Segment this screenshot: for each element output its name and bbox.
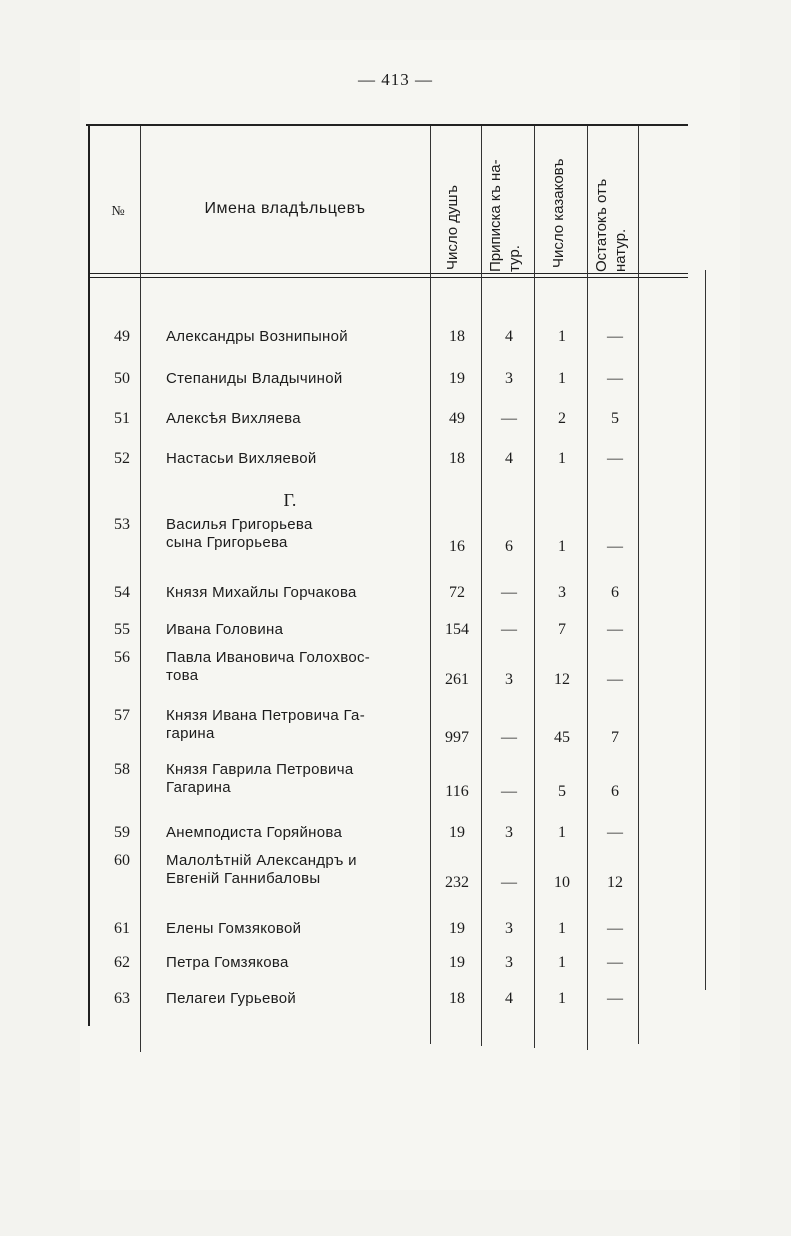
rest-count: — xyxy=(607,954,623,971)
cossacks-count: 1 xyxy=(558,370,566,387)
rest-count: 12 xyxy=(607,874,623,891)
cossacks-count: 45 xyxy=(554,729,570,746)
owner-name-line: сына Григорьева xyxy=(166,534,288,551)
assigned-count: — xyxy=(501,584,517,601)
assigned-count: 6 xyxy=(505,538,513,555)
owner-name xyxy=(166,584,428,602)
owner-name-line: Князя Ивана Петровича Га- xyxy=(166,707,365,724)
header-souls: Число душъ xyxy=(444,185,461,270)
page-number: — 413 — xyxy=(358,70,433,89)
owner-name xyxy=(166,410,428,428)
souls-count: 116 xyxy=(445,783,469,800)
assigned-count: 3 xyxy=(505,954,513,971)
souls-count: 261 xyxy=(445,671,469,688)
assigned-count: 3 xyxy=(505,824,513,841)
rest-count: — xyxy=(607,621,623,638)
rest-count: — xyxy=(607,824,623,841)
rest-count: 6 xyxy=(611,783,619,800)
owner-name-line: Малолѣтній Александръ и xyxy=(166,852,357,869)
souls-count: 154 xyxy=(445,621,469,638)
cossacks-count: 5 xyxy=(558,783,566,800)
row-number: 57 xyxy=(114,707,130,724)
owner-name-line: Петра Гомзякова xyxy=(166,954,289,971)
row-number: 54 xyxy=(114,584,130,601)
owner-name-line: Александры Вознипыной xyxy=(166,328,348,345)
row-number: 50 xyxy=(114,370,130,387)
row-number: 53 xyxy=(114,516,130,533)
assigned-count: 4 xyxy=(505,450,513,467)
souls-count: 19 xyxy=(449,824,465,841)
table-left-border xyxy=(88,126,90,1026)
owner-name-line: Анемподиста Горяйнова xyxy=(166,824,343,841)
owner-name-line: това xyxy=(166,667,199,684)
owner-name-line: Евгеній Ганнибаловы xyxy=(166,870,321,887)
souls-count: 19 xyxy=(449,954,465,971)
cossacks-count: 2 xyxy=(558,410,566,427)
assigned-count: — xyxy=(501,621,517,638)
souls-count: 16 xyxy=(449,538,465,555)
assigned-count: 4 xyxy=(505,990,513,1007)
rest-count: — xyxy=(607,920,623,937)
owner-name-line: Настасьи Вихляевой xyxy=(166,450,317,467)
header-cossacks: Число казаковъ xyxy=(550,158,567,268)
owner-name-line: Степаниды Владычиной xyxy=(166,370,343,387)
owner-name xyxy=(166,328,428,346)
header-names: Имена владѣльцевъ xyxy=(204,200,366,217)
assigned-count: — xyxy=(501,874,517,891)
assigned-count: 3 xyxy=(505,671,513,688)
row-number: 56 xyxy=(114,649,130,666)
owner-name-line: Павла Ивановича Голохвос- xyxy=(166,649,371,666)
owner-name-line: Пелагеи Гурьевой xyxy=(166,990,297,1007)
rest-count: — xyxy=(607,538,623,555)
header-bottom-rule-2 xyxy=(88,277,688,278)
table-top-rule xyxy=(86,124,688,126)
rest-count: — xyxy=(607,328,623,345)
assigned-count: 4 xyxy=(505,328,513,345)
owner-name xyxy=(166,370,428,388)
rest-count: — xyxy=(607,671,623,688)
row-number: 62 xyxy=(114,954,130,971)
owner-name xyxy=(166,954,428,972)
assigned-count: 3 xyxy=(505,370,513,387)
row-number: 51 xyxy=(114,410,130,427)
cossacks-count: 1 xyxy=(558,920,566,937)
souls-count: 72 xyxy=(449,584,465,601)
owner-name xyxy=(166,920,428,938)
table-right-border xyxy=(705,270,706,990)
owner-name-line: Елены Гомзяковой xyxy=(166,920,302,937)
owner-name xyxy=(166,761,428,797)
owner-name-line: Василья Григорьева xyxy=(166,516,313,533)
header-assigned: Приписка къ на- тур. xyxy=(487,159,523,272)
row-number: 49 xyxy=(114,328,130,345)
assigned-count: — xyxy=(501,410,517,427)
souls-count: 18 xyxy=(449,990,465,1007)
owner-name xyxy=(166,990,428,1008)
souls-count: 997 xyxy=(445,729,469,746)
cossacks-count: 1 xyxy=(558,538,566,555)
owner-name xyxy=(166,516,428,552)
owner-name xyxy=(166,621,428,639)
owner-name-line: Алексѣя Вихляева xyxy=(166,410,301,427)
souls-count: 232 xyxy=(445,874,469,891)
col-divider-names xyxy=(430,126,431,1044)
row-number: 61 xyxy=(114,920,130,937)
rest-count: — xyxy=(607,990,623,1007)
souls-count: 19 xyxy=(449,920,465,937)
row-number: 59 xyxy=(114,824,130,841)
owner-name-line: гарина xyxy=(166,725,215,742)
cossacks-count: 1 xyxy=(558,990,566,1007)
owner-name-line: Князя Михайлы Горчакова xyxy=(166,584,357,601)
assigned-count: — xyxy=(501,783,517,800)
souls-count: 18 xyxy=(449,450,465,467)
owner-name-line: Князя Гаврила Петровича xyxy=(166,761,354,778)
col-divider-assigned xyxy=(534,126,535,1048)
cossacks-count: 1 xyxy=(558,450,566,467)
cossacks-count: 3 xyxy=(558,584,566,601)
souls-count: 49 xyxy=(449,410,465,427)
row-number: 55 xyxy=(114,621,130,638)
rest-count: 7 xyxy=(611,729,619,746)
owner-name xyxy=(166,450,428,468)
rest-count: 5 xyxy=(611,410,619,427)
souls-count: 18 xyxy=(449,328,465,345)
row-number: 60 xyxy=(114,852,130,869)
assigned-count: — xyxy=(501,729,517,746)
cossacks-count: 10 xyxy=(554,874,570,891)
assigned-count: 3 xyxy=(505,920,513,937)
row-number: 63 xyxy=(114,990,130,1007)
header-number: № xyxy=(111,204,125,219)
cossacks-count: 7 xyxy=(558,621,566,638)
owner-name xyxy=(166,707,428,743)
rest-count: — xyxy=(607,450,623,467)
owner-name-line: Гагарина xyxy=(166,779,231,796)
cossacks-count: 1 xyxy=(558,954,566,971)
rest-count: 6 xyxy=(611,584,619,601)
row-number: 52 xyxy=(114,450,130,467)
souls-count: 19 xyxy=(449,370,465,387)
cossacks-count: 1 xyxy=(558,824,566,841)
cossacks-count: 12 xyxy=(554,671,570,688)
header-bottom-rule xyxy=(88,273,688,274)
owner-name xyxy=(166,649,428,685)
cossacks-count: 1 xyxy=(558,328,566,345)
owner-name xyxy=(166,852,428,888)
header-rest: Остатокъ отъ натур. xyxy=(593,178,629,272)
section-letter: Г. xyxy=(283,490,297,510)
owner-name xyxy=(166,824,428,842)
owner-name-line: Ивана Головина xyxy=(166,621,284,638)
row-number: 58 xyxy=(114,761,130,778)
rest-count: — xyxy=(607,370,623,387)
